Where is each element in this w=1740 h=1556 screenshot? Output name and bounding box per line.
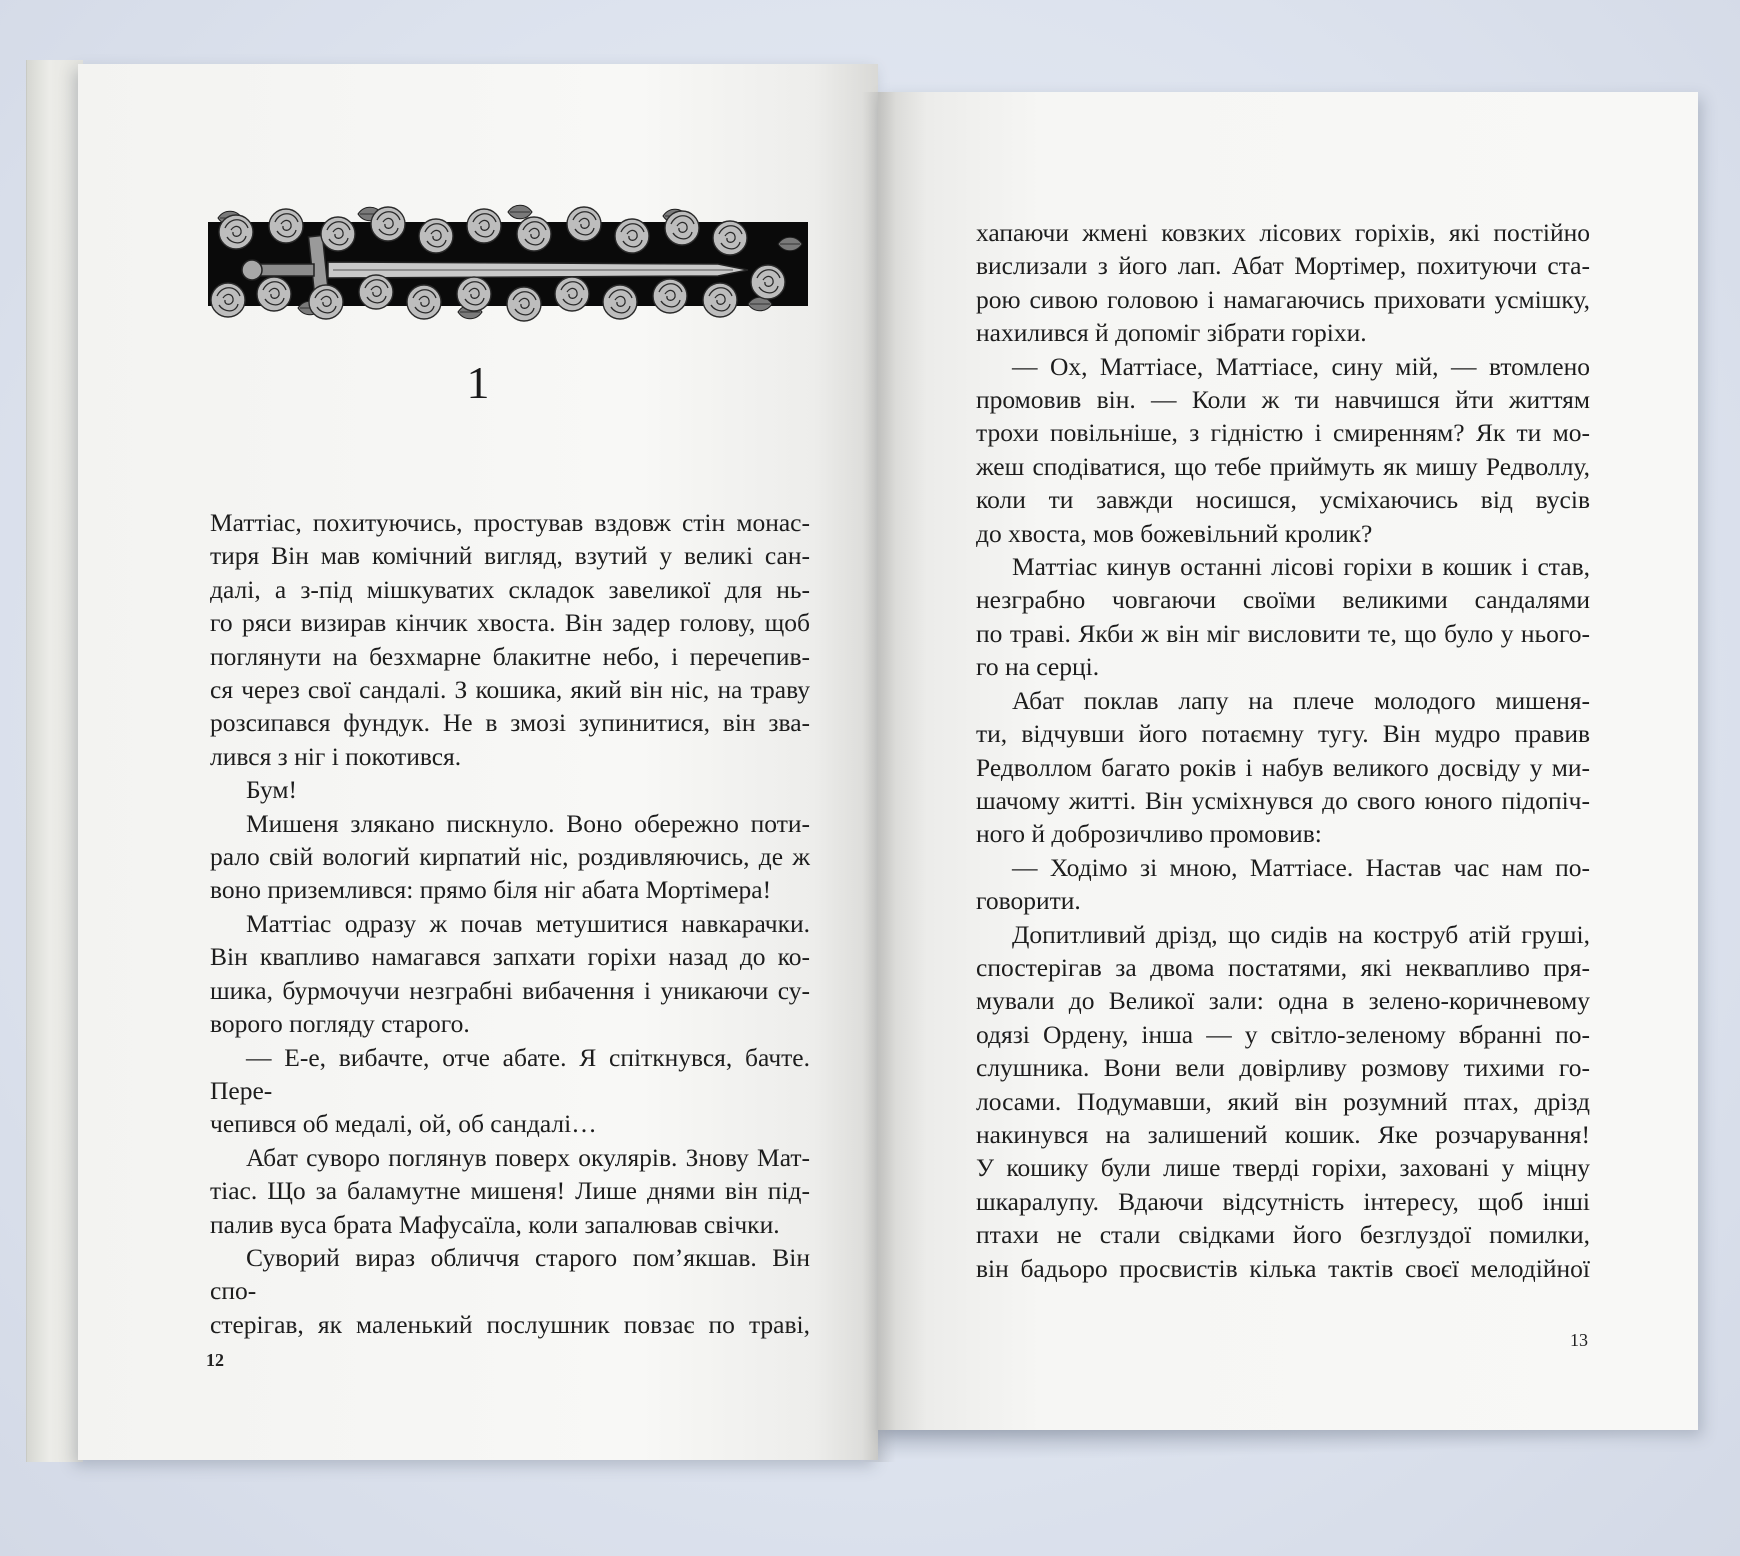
text-line: вислизали з його лап. Абат Мортімер, похитуючи ста- (976, 251, 1590, 281)
page-number: 12 (206, 1350, 224, 1370)
text-line: лосами. Подумавши, який він розумний птах, дрізд (976, 1086, 1590, 1116)
text-line: Допитливий дрізд, що сидів на коструб атій груші, (1012, 919, 1590, 949)
text-line: птахи не стали свідками його безглуздої помилки, (976, 1220, 1590, 1250)
text-line: одязі Ордену, інша — у світло-зеленому вбранні по- (976, 1019, 1590, 1049)
text-line: Бум! (246, 775, 298, 805)
text-line: палив вуса брата Мафусаїла, коли запалював свічки. (210, 1209, 780, 1239)
text-line: незграбно човгаючи своїми великими сандалями (976, 585, 1590, 615)
text-line: далі, а з-під мішкуватих складок завеликої для нь- (210, 574, 810, 604)
text-line: стерігав, як маленький послушник повзає по траві, (210, 1309, 810, 1339)
text-line: до хвоста, мов божевільний кролик? (976, 518, 1373, 548)
text-line: він бадьоро просвистів кілька тактів своєї мелодійної (976, 1253, 1590, 1283)
text-line: лився з ніг і покотився. (210, 741, 462, 771)
text-line: го на серці. (976, 652, 1100, 682)
text-line: шачому житті. Він усміхнувся до свого юного підопіч- (976, 785, 1590, 815)
text-line: рою сивою головою і намагаючись приховати усмішку, (976, 284, 1590, 314)
right-page (878, 92, 1698, 1430)
text-line: Маттіас одразу ж почав метушитися навкарачки. (246, 908, 810, 938)
text-line: Абат суворо поглянув поверх окулярів. Знову Мат- (246, 1142, 810, 1172)
text-line: говорити. (976, 886, 1081, 916)
roses-sword-banner-icon (208, 204, 808, 324)
page-block-edge (26, 60, 83, 1462)
text-line: чепився об медалі, ой, об сандалі… (210, 1109, 597, 1139)
text-line: тиря Він мав комічний вигляд, взутий у великі сан- (210, 541, 810, 571)
text-line: шика, бурмочучи незграбні вибачення і уникаючи су- (210, 975, 810, 1005)
chapter-number: 1 (466, 357, 490, 408)
text-line: трохи повільніше, з гідністю і смиренням? Як ти мо- (976, 418, 1590, 448)
text-line: мували до Великої зали: одна в зелено-коричневому (976, 986, 1590, 1016)
page-number: 13 (1570, 1330, 1588, 1350)
text-line: коли ти завжди носишся, усміхаючись від вусів (976, 485, 1590, 515)
text-line: поглянути на безхмарне блакитне небо, і перечепив- (210, 641, 810, 671)
text-line: воно приземлився: прямо біля ніг абата Мортімера! (210, 875, 772, 905)
text-line: шкаралупу. Вдаючи відсутність інтересу, щоб інші (976, 1186, 1590, 1216)
text-line: Абат поклав лапу на плече молодого мишеня- (1012, 685, 1590, 715)
text-line: спостерігав за двома постатями, які неквапливо пря- (976, 952, 1590, 982)
text-line: рало свій вологий кирпатий ніс, роздивляючись, де ж (210, 842, 810, 872)
text-line: Редволлом багато років і набув великого досвіду у ми- (976, 752, 1590, 782)
left-page (78, 64, 878, 1460)
text-line: го ряси визирав кінчик хвоста. Він задер голову, щоб (210, 608, 810, 638)
text-line: промовив він. — Коли ж ти навчишся йти життям (976, 385, 1590, 415)
text-line: ного й доброзичливо промовив: (976, 819, 1322, 849)
text-line: Мишеня злякано пискнуло. Воно обережно поти- (246, 808, 810, 838)
text-line: У кошику були лише тверді горіхи, заховані у міцну (976, 1153, 1590, 1183)
text-line: по траві. Якби ж він міг висловити те, що було у нього- (976, 618, 1590, 648)
text-line: ся через свої сандалі. З кошика, який він ніс, на траву (210, 675, 810, 705)
text-line: тіас. Що за баламутне мишеня! Лише днями він під- (210, 1176, 810, 1206)
text-line: Маттіас, похитуючись, простував вздовж стін монас- (210, 508, 810, 537)
text-line: нахилився й допоміг зібрати горіхи. (976, 318, 1367, 348)
text-line: жеш сподіватися, що тебе приймуть як мишу Редволлу, (976, 451, 1590, 481)
text-line: Маттіас кинув останні лісові горіхи в кошик і став, (1012, 552, 1590, 582)
text-line: — Ходімо зі мною, Маттіасе. Настав час нам по- (1012, 852, 1590, 882)
book-spine-shadow (862, 92, 896, 1462)
text-line: Суворий вираз обличчя старого пом’якшав. Він спо- (210, 1242, 810, 1306)
text-line: хапаючи жмені ковзких лісових горіхів, які постійно (976, 218, 1590, 247)
text-line: накинувся на залишений кошик. Яке розчарування! (976, 1119, 1590, 1149)
right-page-text (976, 216, 1590, 1285)
text-line: ворого погляду старого. (210, 1009, 470, 1039)
text-line: — Ох, Маттіасе, Маттіасе, сину мій, — втомлено (1012, 351, 1590, 381)
text-line: розсипався фундук. Не в змозі зупинитися, він зва- (210, 708, 810, 738)
text-line: слушника. Вони вели довірливу розмову тихими го- (976, 1053, 1590, 1083)
text-line: Він квапливо намагався запхати горіхи назад до ко- (210, 942, 810, 972)
text-line: ти, відчувши його потаємну тугу. Він мудро правив (976, 719, 1590, 749)
left-page-text (210, 506, 810, 1341)
text-line: — Е-е, вибачте, отче абате. Я спіткнувся, бачте. Пере- (210, 1042, 810, 1105)
